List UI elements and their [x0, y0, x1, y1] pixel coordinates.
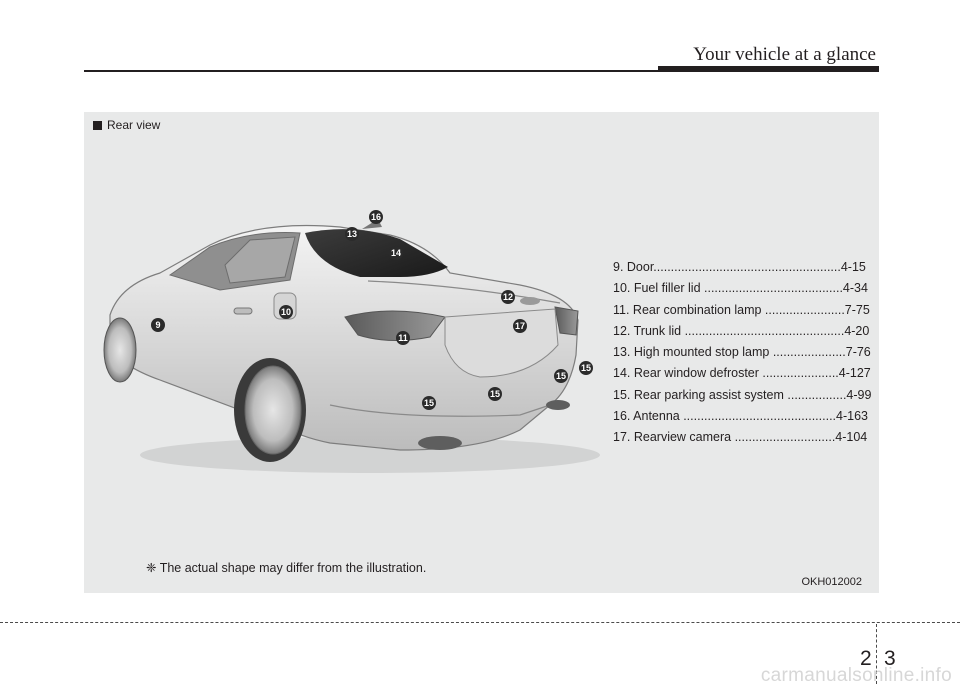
watermark: carmanualsonline.info — [760, 665, 952, 686]
svg-text:10: 10 — [280, 307, 292, 317]
callout-11 — [396, 331, 410, 345]
svg-text:15: 15 — [489, 389, 501, 399]
component-legend — [613, 257, 872, 449]
callout-16 — [369, 210, 383, 224]
legend-item-fuel-filler-lid: 10. Fuel filler lid ........................................4-34 — [613, 281, 868, 296]
legend-item-rear-combination-lamp: 11. Rear combination lamp .......................7-75 — [613, 302, 870, 317]
section-label-text: Rear view — [107, 118, 161, 132]
callout-14 — [389, 246, 403, 260]
callout-12 — [501, 290, 515, 304]
svg-text:15: 15 — [580, 363, 592, 373]
svg-text:17: 17 — [514, 321, 526, 331]
svg-text:15: 15 — [423, 398, 435, 408]
illustration-note: ❈ The actual shape may differ from the illustration. — [146, 561, 427, 575]
footer-rule — [0, 622, 960, 623]
callout-17 — [513, 319, 527, 333]
legend-item-trunk-lid: 12. Trunk lid ..............................................4-20 — [613, 323, 870, 338]
callout-15d — [579, 361, 593, 375]
callout-15b — [488, 387, 502, 401]
callout-10 — [279, 305, 293, 319]
legend-item-antenna: 16. Antenna ............................................4-163 — [613, 409, 868, 424]
figure-code: OKH012002 — [801, 576, 862, 588]
legend-item-high-mounted-stop-lamp: 13. High mounted stop lamp .....................7-76 — [613, 345, 871, 360]
callout-15c — [554, 369, 568, 383]
legend-item-door: 9. Door......................................................4-15 — [613, 260, 866, 274]
svg-text:11: 11 — [398, 333, 408, 343]
svg-text:16: 16 — [370, 212, 382, 222]
callout-9 — [151, 318, 165, 332]
callout-15a — [422, 396, 436, 410]
header-rule-accent — [658, 66, 879, 72]
square-bullet-icon — [93, 121, 102, 130]
svg-text:9: 9 — [155, 320, 161, 330]
callout-13 — [345, 227, 359, 241]
car-rear-illustration — [100, 205, 600, 475]
header-title: Your vehicle at a glance — [693, 44, 876, 65]
page-number: 3 — [884, 647, 896, 670]
section-label — [93, 118, 160, 132]
svg-text:14: 14 — [390, 248, 402, 258]
svg-text:13: 13 — [346, 229, 358, 239]
svg-text:12: 12 — [502, 292, 514, 302]
chapter-number: 2 — [860, 647, 872, 670]
legend-item-rear-parking-assist: 15. Rear parking assist system .................4-99 — [613, 387, 872, 402]
svg-text:15: 15 — [555, 371, 567, 381]
legend-item-rearview-camera: 17. Rearview camera .............................4-104 — [613, 430, 868, 445]
legend-item-rear-window-defroster: 14. Rear window defroster ......................4-127 — [613, 366, 871, 381]
